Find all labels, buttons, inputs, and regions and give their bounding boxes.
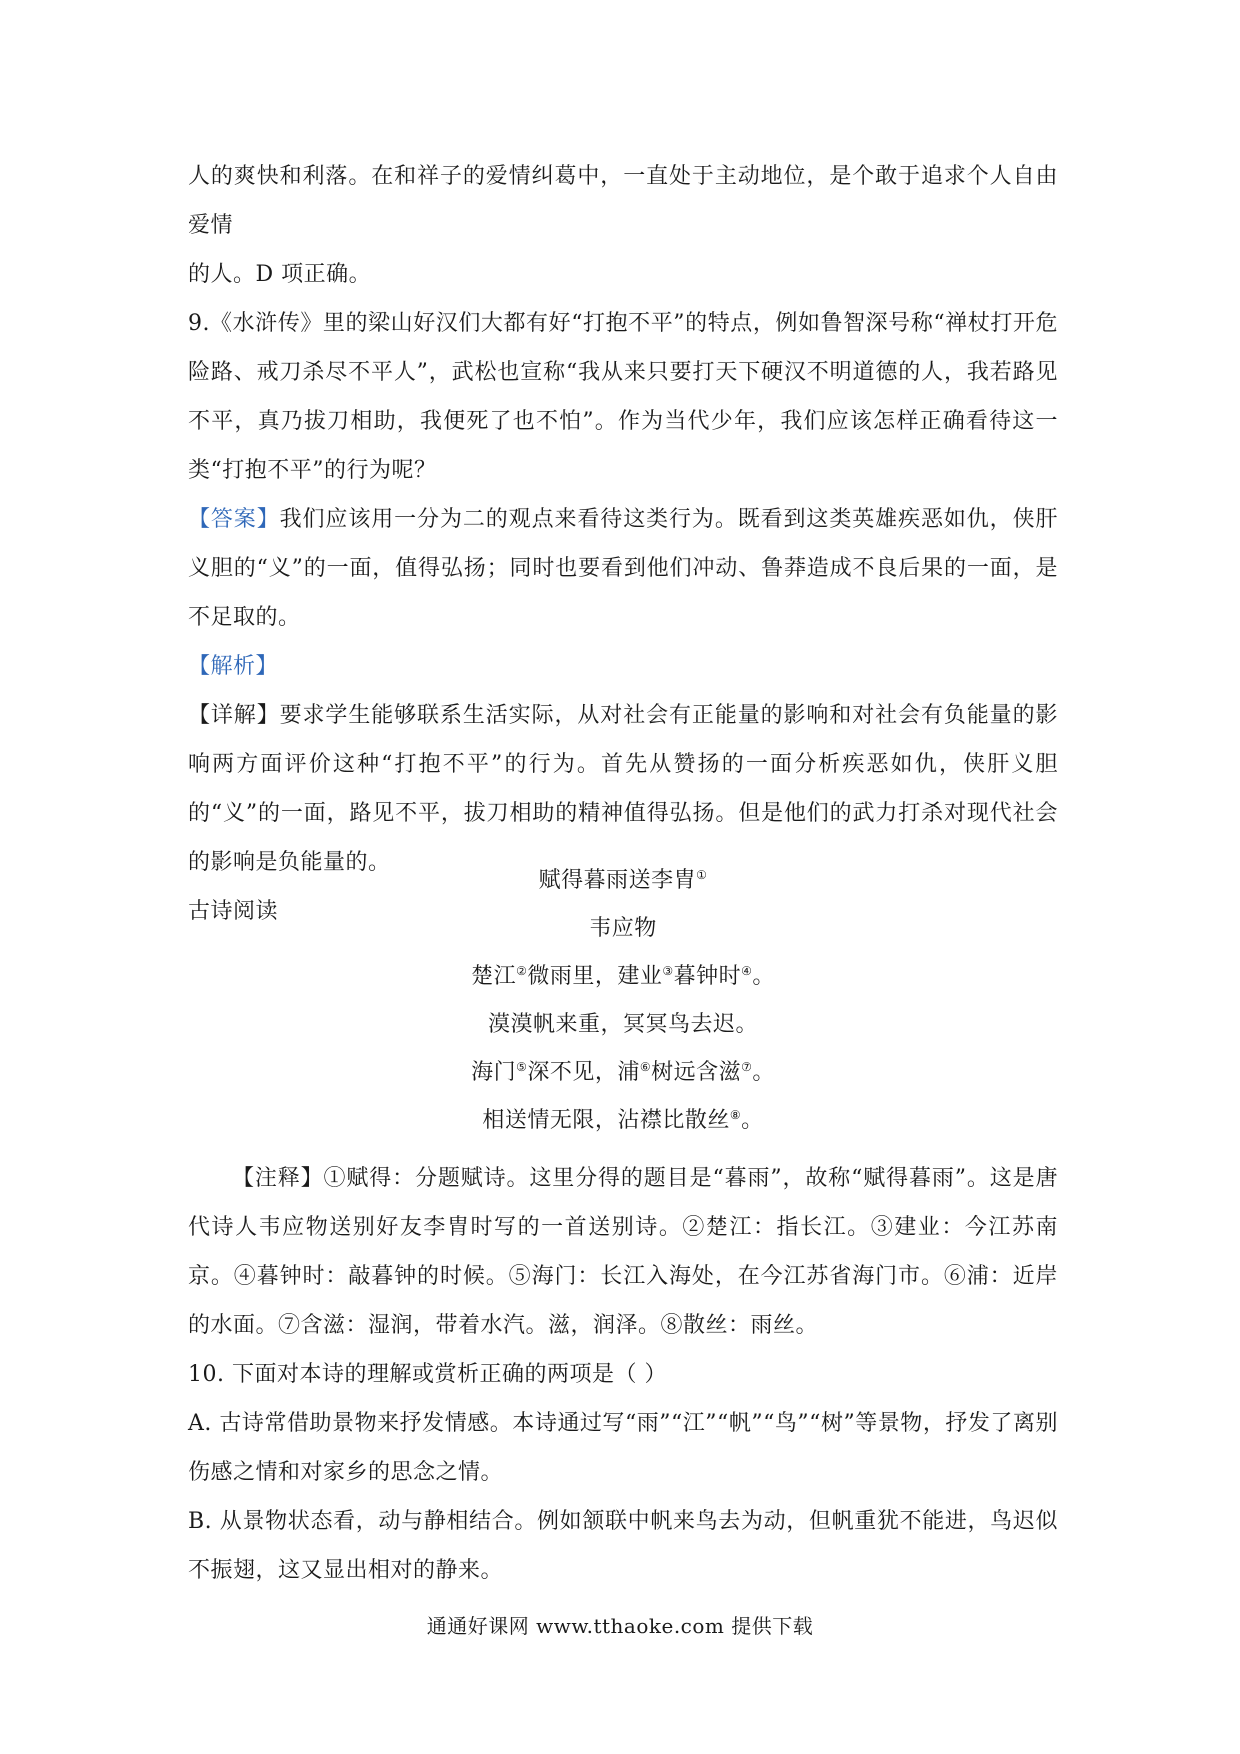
poem-line-1 bbox=[188, 953, 1058, 1001]
annotations bbox=[188, 1154, 1058, 1350]
footnote-marker: ④ bbox=[741, 964, 753, 978]
continuation-line-1: 人的爽快和利落。在和祥子的爱情纠葛中，一直处于主动地位，是个敢于追求个人自由爱情 bbox=[188, 164, 1058, 238]
paragraph-continuation bbox=[188, 152, 1058, 299]
poem-text: 。 bbox=[752, 1060, 775, 1085]
footnote-marker: ② bbox=[516, 964, 528, 978]
content-block-top bbox=[188, 152, 1058, 936]
annotations-text: ①赋得：分题赋诗。这里分得的题目是“暮雨”，故称“赋得暮雨”。这是唐代诗人韦应物送别好友李胄时写的一首送别诗。②楚江：指长江。③建业：今江苏南京。④暮钟时：敲暮钟的时候。⑤海门：长江入海处，在今江苏省海门市。⑥浦：近岸的水面。⑦含滋：湿润，带着水汽。滋，润泽。⑧散丝：雨丝。 bbox=[188, 1166, 1058, 1338]
option-b: B. 从景物状态看，动与静相结合。例如颔联中帆来鸟去为动，但帆重犹不能进，鸟迟似不振翅，这又显出相对的静来。 bbox=[188, 1509, 1058, 1583]
poem bbox=[188, 857, 1058, 1145]
footnote-marker: ⑧ bbox=[729, 1108, 742, 1122]
poem-text: 微雨里，建业 bbox=[527, 964, 663, 989]
poem-line-2: 漠漠帆来重，冥冥鸟去迟。 bbox=[487, 1012, 758, 1037]
poem-text: 树远含滋 bbox=[651, 1060, 742, 1085]
detail-tag: 【详解】 bbox=[188, 703, 280, 728]
question-9: 9.《水浒传》里的梁山好汉们大都有好“打抱不平”的特点，例如鲁智深号称“禅杖打开危险路、戒刀杀尽不平人”，武松也宣称“我从来只要打天下硬汉不明道德的人，我若路见不平，真乃拔刀相助，我便死了也不怕”。作为当代少年，我们应该怎样正确看待这一类“打抱不平”的行为呢？ bbox=[188, 311, 1058, 483]
footnote-marker: ⑦ bbox=[741, 1060, 753, 1074]
poem-text: 。 bbox=[752, 964, 775, 989]
poem-line-3 bbox=[188, 1049, 1058, 1097]
analysis-tag: 【解析】 bbox=[188, 654, 279, 679]
option-a: A. 古诗常借助景物来抒发情感。本诗通过写“雨”“江”“帆”“鸟”“树”等景物，抒发了离别伤感之情和对家乡的思念之情。 bbox=[188, 1411, 1058, 1485]
poem-text: 楚江 bbox=[471, 964, 517, 989]
footnote-marker: ⑤ bbox=[516, 1060, 528, 1074]
poem-text: 深不见，浦 bbox=[527, 1060, 640, 1085]
footnote-marker: ① bbox=[696, 868, 708, 882]
content-block-bottom bbox=[188, 1154, 1058, 1595]
footnote-marker: ⑥ bbox=[639, 1060, 652, 1074]
poem-title-text: 赋得暮雨送李胄 bbox=[538, 868, 697, 893]
poem-text: 相送情无限，沾襟比散丝 bbox=[482, 1108, 730, 1133]
poem-text: 暮钟时 bbox=[673, 964, 742, 989]
detail-text: 要求学生能够联系生活实际，从对社会有正能量的影响和对社会有负能量的影响两方面评价这种“打抱不平”的行为。首先从赞扬的一面分析疾恶如仇，侠肝义胆的“义”的一面，路见不平，拔刀相助的精神值得弘扬。但是他们的武力打杀对现代社会的影响是负能量的。 bbox=[188, 703, 1058, 875]
footnote-marker: ③ bbox=[662, 964, 674, 978]
poem-text: 海门 bbox=[471, 1060, 517, 1085]
poem-line-4 bbox=[188, 1097, 1058, 1145]
continuation-line-2: 的人。D 项正确。 bbox=[188, 262, 372, 287]
page-footer: 通通好课网 www.tthaoke.com 提供下载 bbox=[426, 1614, 814, 1638]
section-title: 古诗阅读 bbox=[188, 899, 279, 924]
annotations-tag: 【注释】 bbox=[232, 1166, 324, 1191]
answer-tag: 【答案】 bbox=[188, 507, 280, 532]
poem-author: 韦应物 bbox=[589, 916, 657, 941]
poem-text: 。 bbox=[741, 1108, 764, 1133]
answer-9 bbox=[188, 495, 1058, 642]
poem-title bbox=[188, 857, 1058, 905]
question-10: 10. 下面对本诗的理解或赏析正确的两项是（ ） bbox=[188, 1362, 667, 1387]
answer-text: 我们应该用一分为二的观点来看待这类行为。既看到这类英雄疾恶如仇，侠肝义胆的“义”的一面，值得弘扬；同时也要看到他们冲动、鲁莽造成不良后果的一面，是不足取的。 bbox=[188, 507, 1058, 630]
